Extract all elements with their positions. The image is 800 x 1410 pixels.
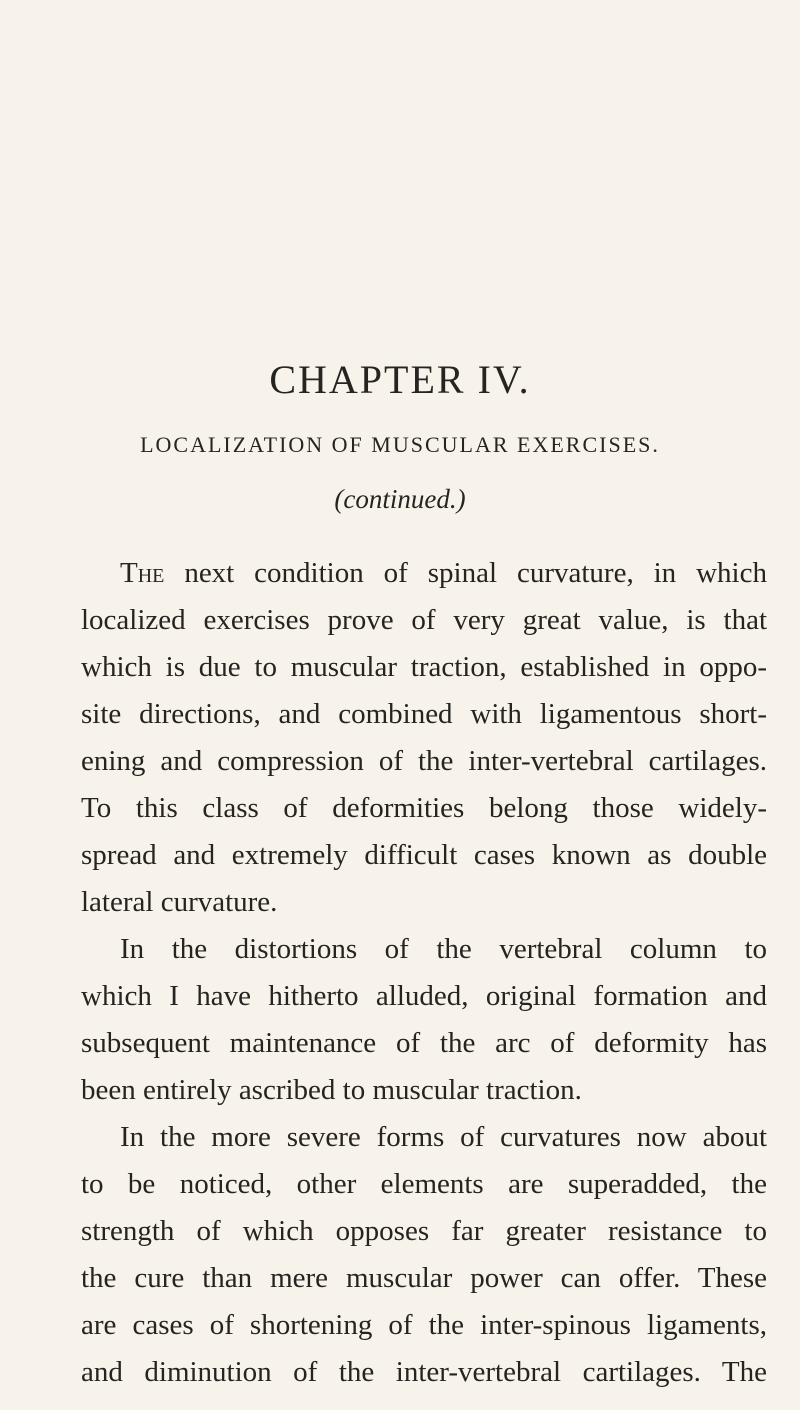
paragraph-line-16: the cure than mere muscular power can offer. These (81, 1262, 767, 1294)
paragraph-line-2: localized exercises prove of very great value, is that (81, 604, 767, 636)
paragraph-line-17: are cases of shortening of the inter-spinous ligaments, (81, 1309, 767, 1341)
line-text: next condition of spinal curvature, in which (184, 557, 767, 589)
paragraph-line-5: ening and compression of the inter-vertebral cartilages. (81, 745, 767, 777)
continued-label (0, 482, 800, 516)
paragraph-line-8: lateral curvature. (81, 886, 278, 918)
chapter-title: CHAPTER IV. (269, 357, 531, 402)
paragraph-line-11: subsequent maintenance of the arc of deformity has (81, 1027, 767, 1059)
paragraph-line-3: which is due to muscular traction, established in oppo- (81, 651, 767, 683)
continued-text: (continued.) (334, 484, 466, 514)
paragraph-line-1 (120, 548, 767, 598)
section-title: LOCALIZATION OF MUSCULAR EXERCISES. (140, 432, 660, 457)
paragraph-line-4: site directions, and combined with ligamentous short- (81, 698, 767, 730)
paragraph-line-12: been entirely ascribed to muscular traction. (81, 1074, 582, 1106)
paragraph-line-10: which I have hitherto alluded, original formation and (81, 980, 767, 1012)
paragraph-line-9: In the distortions of the vertebral column to (120, 933, 767, 965)
paragraph-line-14: to be noticed, other elements are superadded, the (81, 1168, 767, 1200)
paragraph-line-6: To this class of deformities belong those widely- (81, 792, 767, 824)
paragraph-line-15: strength of which opposes far greater resistance to (81, 1215, 767, 1247)
paragraph-line-7: spread and extremely difficult cases known as double (81, 839, 767, 871)
first-word: The (120, 557, 165, 589)
paragraph-line-18: and diminution of the inter-vertebral cartilages. The (81, 1356, 767, 1388)
paragraph-line-13: In the more severe forms of curvatures now about (120, 1121, 767, 1153)
